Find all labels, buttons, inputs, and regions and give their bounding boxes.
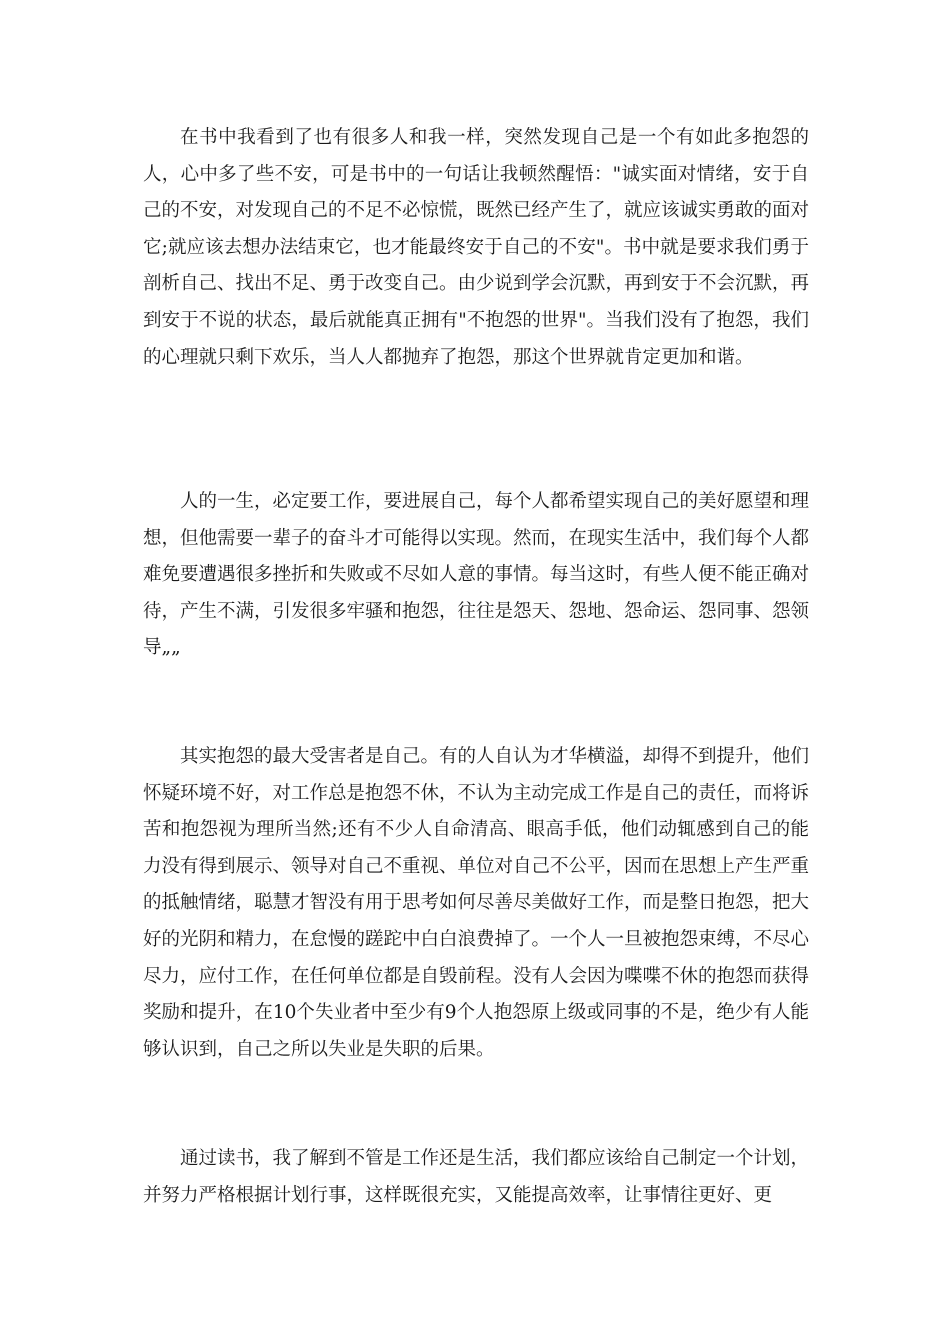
paragraph-3: 其实抱怨的最大受害者是自己。有的人自认为才华横溢，却得不到提升，他们怀疑环境不好，对工作总是抱怨不休，不认为主动完成工作是自己的责任，而将诉苦和抱怨视为理所当然;还有不少人自命清高、眼高手低，他们动辄感到自己的能力没有得到展示、领导对自己不重视、单位对自己不公平，因而在思想上产生严重的抵触情绪，聪慧才智没有用于思考如何尽善尽美做好工作，而是整日抱怨，把大好的光阴和精力，在怠慢的蹉跎中白白浪费掉了。一个人一旦被抱怨束缚，不尽心尽力，应付工作，在任何单位都是自毁前程。没有人会因为喋喋不休的抱怨而获得奖励和提升，在10个失业者中至少有9个人抱怨原上级或同事的不是，绝少有人能够认识到，自己之所以失业是失职的后果。: [143, 746, 810, 1060]
paragraph-2: 人的一生，必定要工作，要进展自己，每个人都希望实现自己的美好愿望和理想，但他需要一辈子的奋斗才可能得以实现。然而，在现实生活中，我们每个人都难免要遭遇很多挫折和失败或不尽如人意的事情。每当这时，有些人便不能正确对待，产生不满，引发很多牢骚和抱怨，往往是怨天、怨地、怨命运、怨同事、怨领导„„: [143, 491, 810, 659]
paragraph-4: 通过读书，我了解到不管是工作还是生活，我们都应该给自己制定一个计划，并努力严格根据计划行事，这样既很充实，又能提高效率，让事情往更好、更: [143, 1148, 810, 1206]
paragraph-1: 在书中我看到了也有很多人和我一样，突然发现自己是一个有如此多抱怨的人，心中多了些不安，可是书中的一句话让我顿然醒悟："诚实面对情绪，安于自己的不安，对发现自己的不足不必惊慌，既然已经产生了，就应该诚实勇敢的面对它;就应该去想办法结束它，也才能最终安于自己的不安"。书中就是要求我们勇于剖析自己、找出不足、勇于改变自己。由少说到学会沉默，再到安于不会沉默，再到安于不说的状态，最后就能真正拥有"不抱怨的世界"。当我们没有了抱怨，我们的心理就只剩下欢乐，当人人都抛弃了抱怨，那这个世界就肯定更加和谐。: [143, 127, 810, 368]
